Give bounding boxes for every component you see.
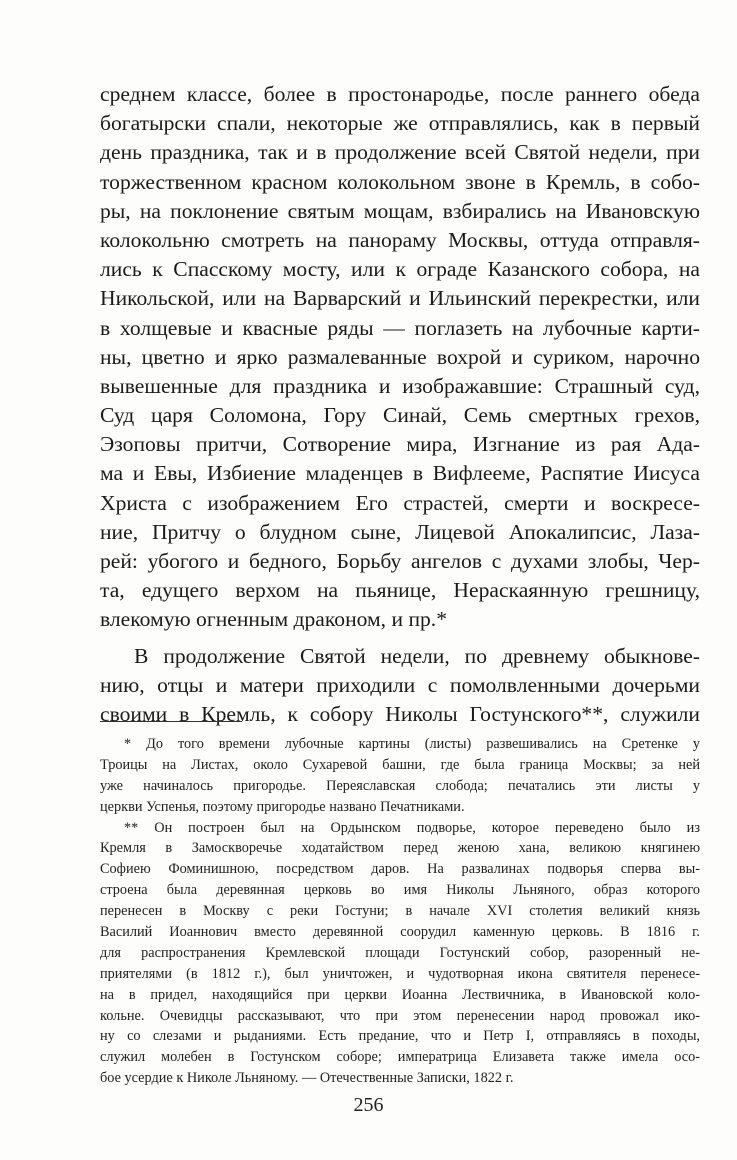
main-text	[100, 80, 700, 729]
text-line: своими в Кремль, к собору Николы Гостунского**, служили	[100, 701, 700, 726]
text-line: в холщевые и квасные ряды — поглазеть на лубочные карти-	[100, 315, 700, 340]
text-line: влекомую огненным драконом, и пр.*	[100, 607, 447, 632]
text-line: среднем классе, более в простонародье, после раннего обеда	[100, 82, 700, 106]
text-line: Никольской, или на Варварский и Ильинский перекрестки, или	[100, 286, 700, 311]
text-line: Эзоповы притчи, Сотворение мира, Изгнание из рая Ада-	[100, 432, 700, 457]
text-line: та, едущего верхом на пьянице, Нераскаянную грешницу,	[100, 578, 700, 603]
text-line: богатырски спали, некоторые же отправлялись, как в первый	[100, 111, 700, 136]
text-line: нию, отцы и матери приходили с помолвленными дочерьми	[100, 672, 700, 697]
text-line: Христа с изображением Его страстей, смерти и воскресе-	[100, 490, 700, 515]
text-line: лись к Спасскому мосту, или к ограде Казанского собора, на	[100, 257, 700, 282]
text-line: день праздника, так и в продолжение всей Святой недели, при	[100, 140, 700, 165]
text-line: В продолжение Святой недели, по древнему обыкнове-	[134, 643, 700, 668]
footnote-line: строена была деревянная церковь во имя Николы Льняного, образ которого	[100, 882, 700, 899]
footnote-line: церкви Успенья, поэтому пригородье названо Печатниками.	[100, 798, 465, 815]
text-line: ние, Притчу о блудном сыне, Лицевой Апокалипсис, Лаза-	[100, 519, 700, 544]
footnote-divider	[100, 721, 242, 722]
footnote-line: ну со слезами и рыданиями. Есть предание, что и Петр I, отправляясь в походы,	[100, 1028, 700, 1045]
footnotes	[100, 734, 700, 1089]
footnote-line: ** Он построен был на Ордынском подворье, которое переведено было из	[124, 819, 700, 836]
text-line: рей: убогого и бедного, Борьбу ангелов с духами злобы, Чер-	[100, 549, 700, 573]
footnote-line: Софиею Фоминишною, посредством даров. На развалинах подворья сперва вы-	[100, 861, 700, 878]
text-line: торжественном красном колокольном звоне в Кремль, в собо-	[100, 169, 700, 194]
text-line: Суд царя Соломона, Гору Синай, Семь смертных грехов,	[100, 403, 700, 428]
page-number: 256	[353, 1094, 384, 1116]
footnote-line: на в придел, находящийся при церкви Иоанна Лествичника, в Ивановской коло-	[100, 986, 700, 1003]
text-line: вывешенные для праздника и изображавшие: Страшный суд,	[100, 373, 700, 398]
footnote-line: Троицы на Листах, около Сухаревой башни, где была граница Москвы; за ней	[100, 756, 700, 773]
footnote-line: Василий Иоаннович вместо деревянной соорудил каменную церковь. В 1816 г.	[100, 924, 700, 941]
footnote-line: служил молебен в Гостунском соборе; императрица Елизавета также имела осо-	[100, 1049, 700, 1066]
text-line: ны, цветно и ярко размалеванные вохрой и суриком, нарочно	[100, 344, 700, 369]
footnote-line: перенесен в Москву с реки Гостуни; в начале XVI столетия великий князь	[100, 903, 700, 920]
footnote-line: * До того времени лубочные картины (листы) развешивались на Сретенке у	[124, 736, 700, 752]
text-line: ры, на поклонение святым мощам, взбирались на Ивановскую	[100, 198, 700, 223]
footnote-line: для распространения Кремлевской площади Гостунский собор, разоренный не-	[100, 944, 700, 961]
text-line: ма и Евы, Избиение младенцев в Вифлееме, Распятие Иисуса	[100, 461, 700, 486]
footnote-line: приятелями (в 1812 г.), был уничтожен, и чудотворная икона святителя перенесе-	[100, 965, 700, 982]
text-line: колокольню смотреть на панораму Москвы, оттуда отправля-	[100, 227, 700, 252]
footnote-line: Кремля в Замоскворечье ходатайством перед женою хана, великою княгинею	[100, 840, 700, 857]
footnote-line: кольне. Очевидцы рассказывают, что при этом перенесении народ провожал ико-	[100, 1007, 700, 1024]
footnote-line: уже начиналось пригородье. Переяславская слобода; печатались эти листы у	[100, 777, 700, 794]
footnote-line: бое усердие к Николе Льняному. — Отечественные Записки, 1822 г.	[100, 1070, 514, 1087]
